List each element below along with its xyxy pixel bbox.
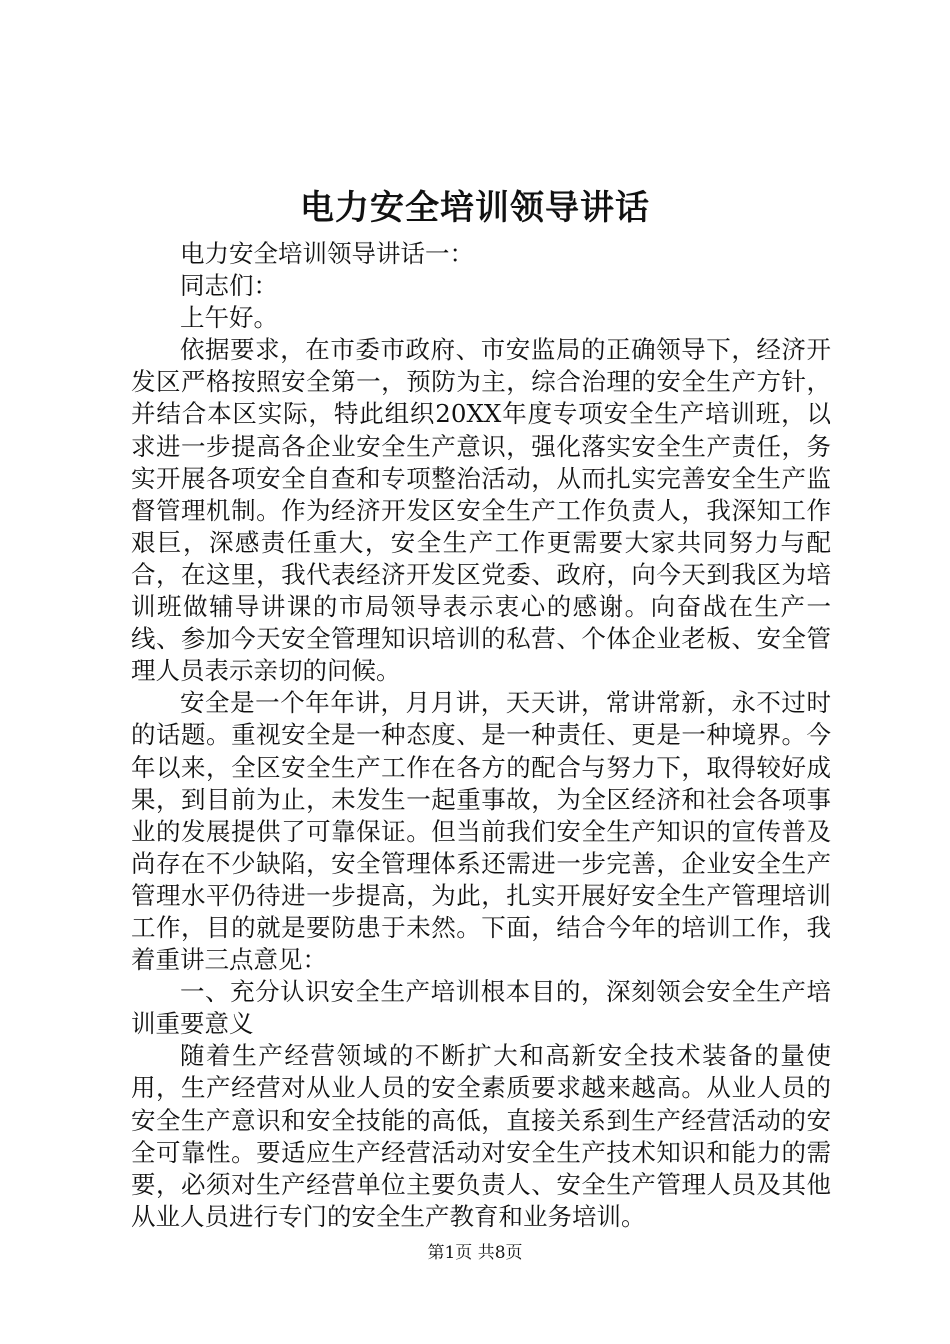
- paragraph-heading-intro: 电力安全培训领导讲话一：: [180, 239, 474, 268]
- paragraph-body-3: 随着生产经营领域的不断扩大和高新安全技术装备的量使用，生产经营对从业人员的安全素质要求越来越高。从业人员的安全生产意识和安全技能的高低，直接关系到生产经营活动的安全可靠性。要适应生产经营活动对安全生产技术知识和能力的需要，必须对生产经营单位主要负责人、安全生产管理人员及其他从业人员进行专门的安全生产教育和业务培训。: [131, 1041, 831, 1231]
- document-body: [131, 238, 831, 1233]
- paragraph-section-heading-1: 一、充分认识安全生产培训根本目的，深刻领会安全生产培训重要意义: [131, 977, 831, 1039]
- document-title: 电力安全培训领导讲话: [300, 188, 650, 228]
- paragraph-body-2: 安全是一个年年讲，月月讲，天天讲，常讲常新，永不过时的话题。重视安全是一种态度、是一种责任、更是一种境界。今年以来，全区安全生产工作在各方的配合与努力下，取得较好成果，到目前为止，未发生一起重事故，为全区经济和社会各项事业的发展提供了可靠保证。但当前我们安全生产知识的宣传普及尚存在不少缺陷，安全管理体系还需进一步完善，企业安全生产管理水平仍待进一步提高，为此，扎实开展好安全生产管理培训工作，目的就是要防患于未然。下面，结合今年的培训工作，我着重讲三点意见：: [131, 688, 831, 975]
- page-number-footer: 第1页 共8页: [427, 1243, 523, 1263]
- paragraph-greeting: 上午好。: [180, 303, 278, 333]
- paragraph-salutation: 同志们：: [180, 271, 278, 301]
- paragraph-body-1: 依据要求，在市委市政府、市安监局的正确领导下，经济开发区严格按照安全第一，预防为主，综合治理的安全生产方针，并结合本区实际，特此组织20XX年度专项安全生产培训班，以求进一步提高各企业安全生产意识，强化落实安全生产责任，务实开展各项安全自查和专项整治活动，从而扎实完善安全生产监督管理机制。作为经济开发区安全生产工作负责人，我深知工作艰巨，深感责任重大，安全生产工作更需要大家共同努力与配合，在这里，我代表经济开发区党委、政府，向今天到我区为培训班做辅导讲课的市局领导表示衷心的感谢。向奋战在生产一线、参加今天安全管理知识培训的私营、个体企业老板、安全管理人员表示亲切的问候。: [131, 335, 831, 686]
